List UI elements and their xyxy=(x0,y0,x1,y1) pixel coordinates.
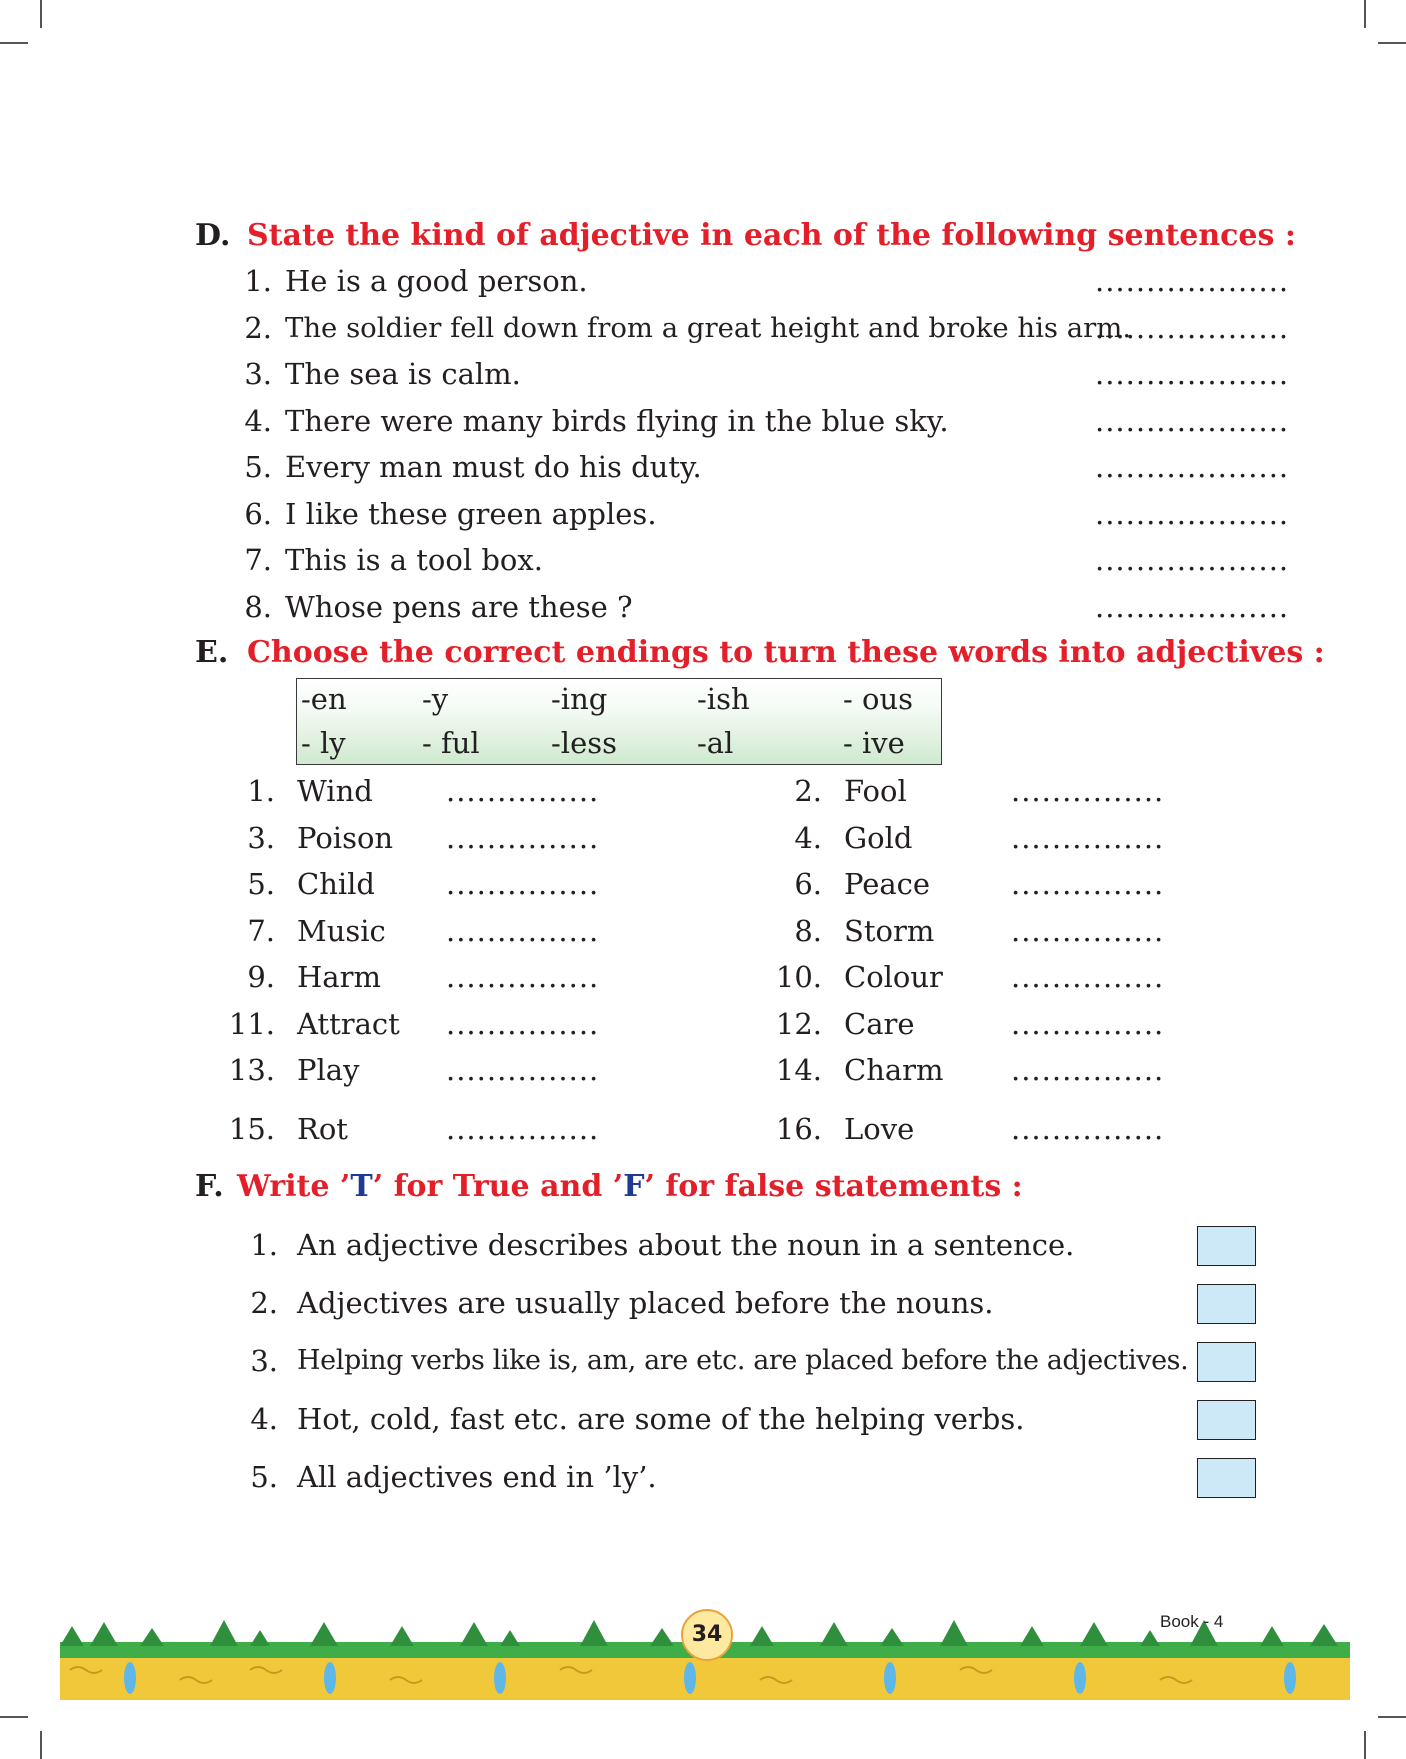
item-text: He is a good person. xyxy=(285,264,588,298)
true-letter: T xyxy=(350,1169,373,1204)
item-number: 2. xyxy=(250,1286,278,1320)
item-number: 1. xyxy=(250,1228,278,1262)
answer-blank[interactable]: ............... xyxy=(1011,1007,1165,1041)
item-number: 10. xyxy=(775,960,822,994)
item-word: Rot xyxy=(297,1112,348,1146)
item-number: 3. xyxy=(244,357,272,391)
suffix: -en xyxy=(301,682,347,716)
answer-blank[interactable]: ............... xyxy=(1011,1053,1165,1087)
crop-mark xyxy=(0,1716,28,1718)
answer-blank[interactable]: ............... xyxy=(446,914,600,948)
answer-box[interactable] xyxy=(1197,1226,1256,1266)
item-number: 14. xyxy=(775,1053,822,1087)
answer-blank[interactable]: ............... xyxy=(446,867,600,901)
item-number: 5. xyxy=(250,1460,278,1494)
item-number: 4. xyxy=(250,1402,278,1436)
answer-blank[interactable]: ................... xyxy=(1095,450,1290,484)
crop-mark xyxy=(0,42,28,44)
item-number: 13. xyxy=(228,1053,275,1087)
title-part: ’ for True and ’ xyxy=(372,1169,624,1204)
section-d-heading xyxy=(195,218,1296,254)
answer-blank[interactable]: ............... xyxy=(1011,821,1165,855)
page-number: 34 xyxy=(681,1609,733,1661)
item-number: 3. xyxy=(250,1344,278,1378)
item-word: Storm xyxy=(844,914,935,948)
item-text: Every man must do his duty. xyxy=(285,450,702,484)
item-word: Attract xyxy=(297,1007,400,1041)
suffix: - ly xyxy=(301,726,346,760)
crop-mark xyxy=(1364,0,1366,28)
answer-box[interactable] xyxy=(1197,1400,1256,1440)
answer-blank[interactable]: ................... xyxy=(1095,311,1290,345)
item-word: Gold xyxy=(844,821,913,855)
crop-mark xyxy=(1378,42,1406,44)
item-number: 11. xyxy=(228,1007,275,1041)
answer-blank[interactable]: ............... xyxy=(446,1007,600,1041)
answer-blank[interactable]: ................... xyxy=(1095,357,1290,391)
section-d-title: State the kind of adjective in each of the following sentences : xyxy=(247,218,1296,253)
item-text: Adjectives are usually placed before the nouns. xyxy=(297,1286,994,1320)
book-label: Book - 4 xyxy=(1160,1612,1224,1631)
answer-blank[interactable]: ................... xyxy=(1095,590,1290,624)
item-number: 16. xyxy=(775,1112,822,1146)
section-e-title: Choose the correct endings to turn these words into adjectives : xyxy=(247,635,1325,670)
item-number: 9. xyxy=(247,960,275,994)
item-text: Whose pens are these ? xyxy=(285,590,633,624)
suffix: -y xyxy=(422,682,449,716)
suffix: -al xyxy=(697,726,734,760)
item-word: Harm xyxy=(297,960,381,994)
item-number: 15. xyxy=(228,1112,275,1146)
answer-box[interactable] xyxy=(1197,1284,1256,1324)
item-text: The sea is calm. xyxy=(285,357,521,391)
suffix: -less xyxy=(551,726,618,760)
answer-box[interactable] xyxy=(1197,1342,1256,1382)
item-number: 1. xyxy=(247,774,275,808)
item-word: Love xyxy=(844,1112,915,1146)
answer-blank[interactable]: ............... xyxy=(1011,960,1165,994)
item-number: 5. xyxy=(244,450,272,484)
answer-blank[interactable]: ............... xyxy=(446,1053,600,1087)
title-part: Write ’ xyxy=(237,1169,351,1204)
item-text: I like these green apples. xyxy=(285,497,657,531)
item-text: An adjective describes about the noun in a sentence. xyxy=(297,1228,1075,1262)
item-number: 4. xyxy=(794,821,822,855)
item-text: Hot, cold, fast etc. are some of the helping verbs. xyxy=(297,1402,1025,1436)
item-text: Helping verbs like is, am, are etc. are placed before the adjectives. xyxy=(297,1345,1189,1376)
crop-mark xyxy=(40,1731,42,1759)
answer-blank[interactable]: ............... xyxy=(446,821,600,855)
item-word: Fool xyxy=(844,774,907,808)
answer-blank[interactable]: ............... xyxy=(1011,914,1165,948)
item-number: 1. xyxy=(244,264,272,298)
false-letter: F xyxy=(623,1169,645,1204)
section-e-heading xyxy=(195,635,1325,671)
item-number: 5. xyxy=(247,867,275,901)
item-word: Peace xyxy=(844,867,931,901)
item-number: 7. xyxy=(244,543,272,577)
item-number: 8. xyxy=(244,590,272,624)
item-word: Wind xyxy=(297,774,373,808)
item-number: 8. xyxy=(794,914,822,948)
item-text: All adjectives end in ’ly’. xyxy=(297,1460,657,1494)
item-text: There were many birds flying in the blue sky. xyxy=(285,404,949,438)
suffix: -ing xyxy=(551,682,608,716)
section-d-letter: D. xyxy=(195,218,231,253)
answer-blank[interactable]: ................... xyxy=(1095,497,1290,531)
item-word: Play xyxy=(297,1053,360,1087)
answer-blank[interactable]: ............... xyxy=(1011,867,1165,901)
crop-mark xyxy=(40,0,42,28)
item-word: Charm xyxy=(844,1053,944,1087)
answer-box[interactable] xyxy=(1197,1458,1256,1498)
answer-blank[interactable]: ............... xyxy=(446,1112,600,1146)
item-word: Poison xyxy=(297,821,394,855)
item-text: This is a tool box. xyxy=(285,543,543,577)
item-number: 6. xyxy=(794,867,822,901)
answer-blank[interactable]: ............... xyxy=(1011,1112,1165,1146)
item-number: 12. xyxy=(775,1007,822,1041)
section-e-letter: E. xyxy=(195,635,229,670)
suffix: - ous xyxy=(843,682,914,716)
item-text: The soldier fell down from a great height and broke his arm. xyxy=(285,312,1132,344)
item-number: 2. xyxy=(244,311,272,345)
item-number: 7. xyxy=(247,914,275,948)
section-f-heading xyxy=(195,1169,1023,1205)
crop-mark xyxy=(1364,1731,1366,1759)
suffix: - ive xyxy=(843,726,905,760)
item-number: 6. xyxy=(244,497,272,531)
answer-blank[interactable]: ................... xyxy=(1095,543,1290,577)
title-part: ’ for false statements : xyxy=(644,1169,1023,1204)
answer-blank[interactable]: ............... xyxy=(1011,774,1165,808)
item-word: Colour xyxy=(844,960,943,994)
item-number: 4. xyxy=(244,404,272,438)
section-f-title xyxy=(237,1169,1023,1204)
item-word: Care xyxy=(844,1007,915,1041)
item-number: 3. xyxy=(247,821,275,855)
suffix: -ish xyxy=(697,682,750,716)
item-word: Music xyxy=(297,914,386,948)
crop-mark xyxy=(1378,1716,1406,1718)
item-number: 2. xyxy=(794,774,822,808)
section-f-letter: F. xyxy=(195,1169,224,1204)
answer-blank[interactable]: ................... xyxy=(1095,264,1290,298)
suffix-box xyxy=(296,678,942,765)
answer-blank[interactable]: ................... xyxy=(1095,404,1290,438)
item-word: Child xyxy=(297,867,375,901)
suffix: - ful xyxy=(422,726,480,760)
answer-blank[interactable]: ............... xyxy=(446,960,600,994)
answer-blank[interactable]: ............... xyxy=(446,774,600,808)
